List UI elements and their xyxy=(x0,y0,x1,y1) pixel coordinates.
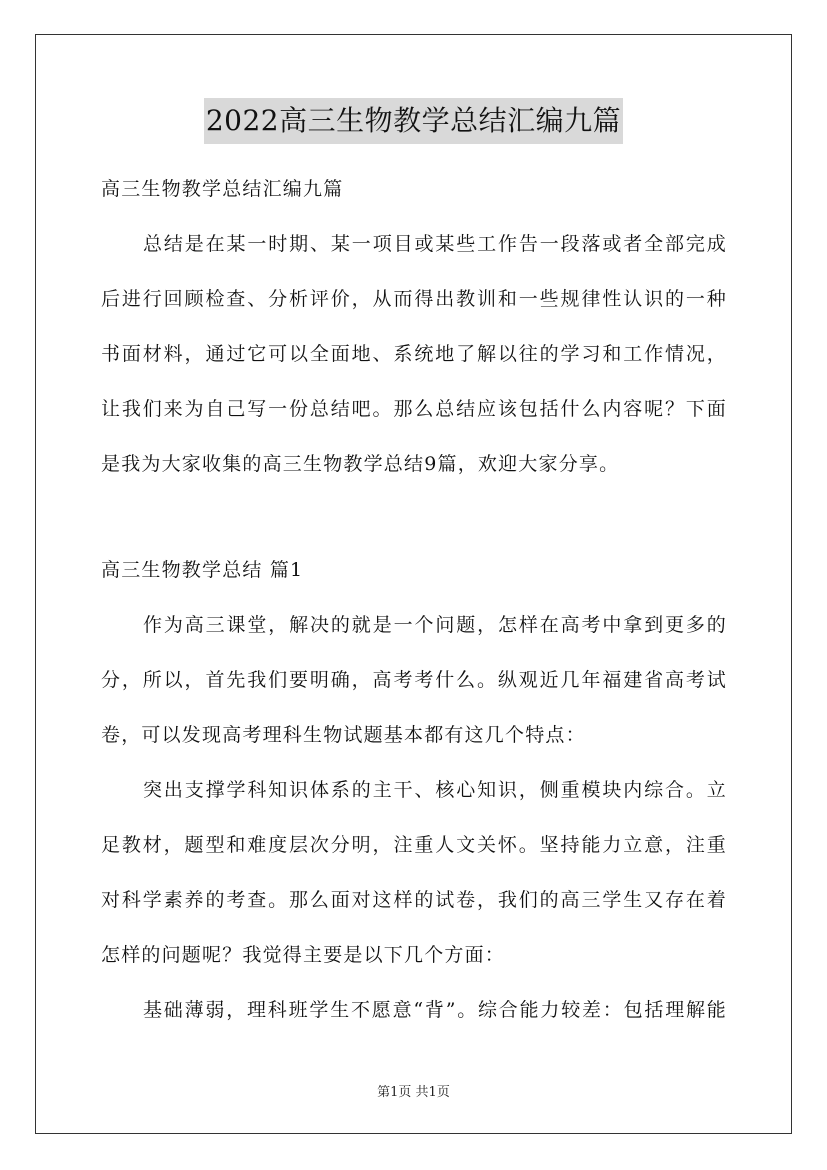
paragraph-line: 卷，可以发现高考理科生物试题基本都有这几个特点： xyxy=(101,724,586,746)
document-title: 2022高三生物教学总结汇编九篇 xyxy=(204,98,623,144)
intro-line: 总结是在某一时期、某一项目或某些工作告一段落或者全部完成 xyxy=(143,233,727,255)
page-footer: 第1页 共1页 xyxy=(377,1085,450,1100)
document-body xyxy=(101,176,727,1024)
intro-line: 让我们来为自己写一份总结吧。那么总结应该包括什么内容呢？下面 xyxy=(101,398,727,420)
title-container xyxy=(0,98,827,144)
intro-line: 书面材料，通过它可以全面地、系统地了解以往的学习和工作情况， xyxy=(101,343,727,365)
paragraph-line: 作为高三课堂，解决的就是一个问题，怎样在高考中拿到更多的 xyxy=(143,614,727,636)
paragraph-line: 基础薄弱，理科班学生不愿意“背”。综合能力较差：包括理解能 xyxy=(143,999,727,1021)
paragraph-line: 足教材，题型和难度层次分明，注重人文关怀。坚持能力立意，注重 xyxy=(101,834,727,856)
subtitle: 高三生物教学总结汇编九篇 xyxy=(101,178,344,200)
paragraph-line: 对科学素养的考查。那么面对这样的试卷，我们的高三学生又存在着 xyxy=(101,889,727,911)
paragraph-line: 分，所以，首先我们要明确，高考考什么。纵观近几年福建省高考试 xyxy=(101,669,727,691)
paragraph-line: 突出支撑学科知识体系的主干、核心知识，侧重模块内综合。立 xyxy=(143,779,727,801)
paragraph-line: 怎样的问题呢？我觉得主要是以下几个方面： xyxy=(101,944,506,966)
intro-line: 后进行回顾检查、分析评价，从而得出教训和一些规律性认识的一种 xyxy=(101,288,727,310)
intro-line: 是我为大家收集的高三生物教学总结9篇，欢迎大家分享。 xyxy=(101,453,620,475)
section-heading: 高三生物教学总结 篇1 xyxy=(101,559,304,581)
